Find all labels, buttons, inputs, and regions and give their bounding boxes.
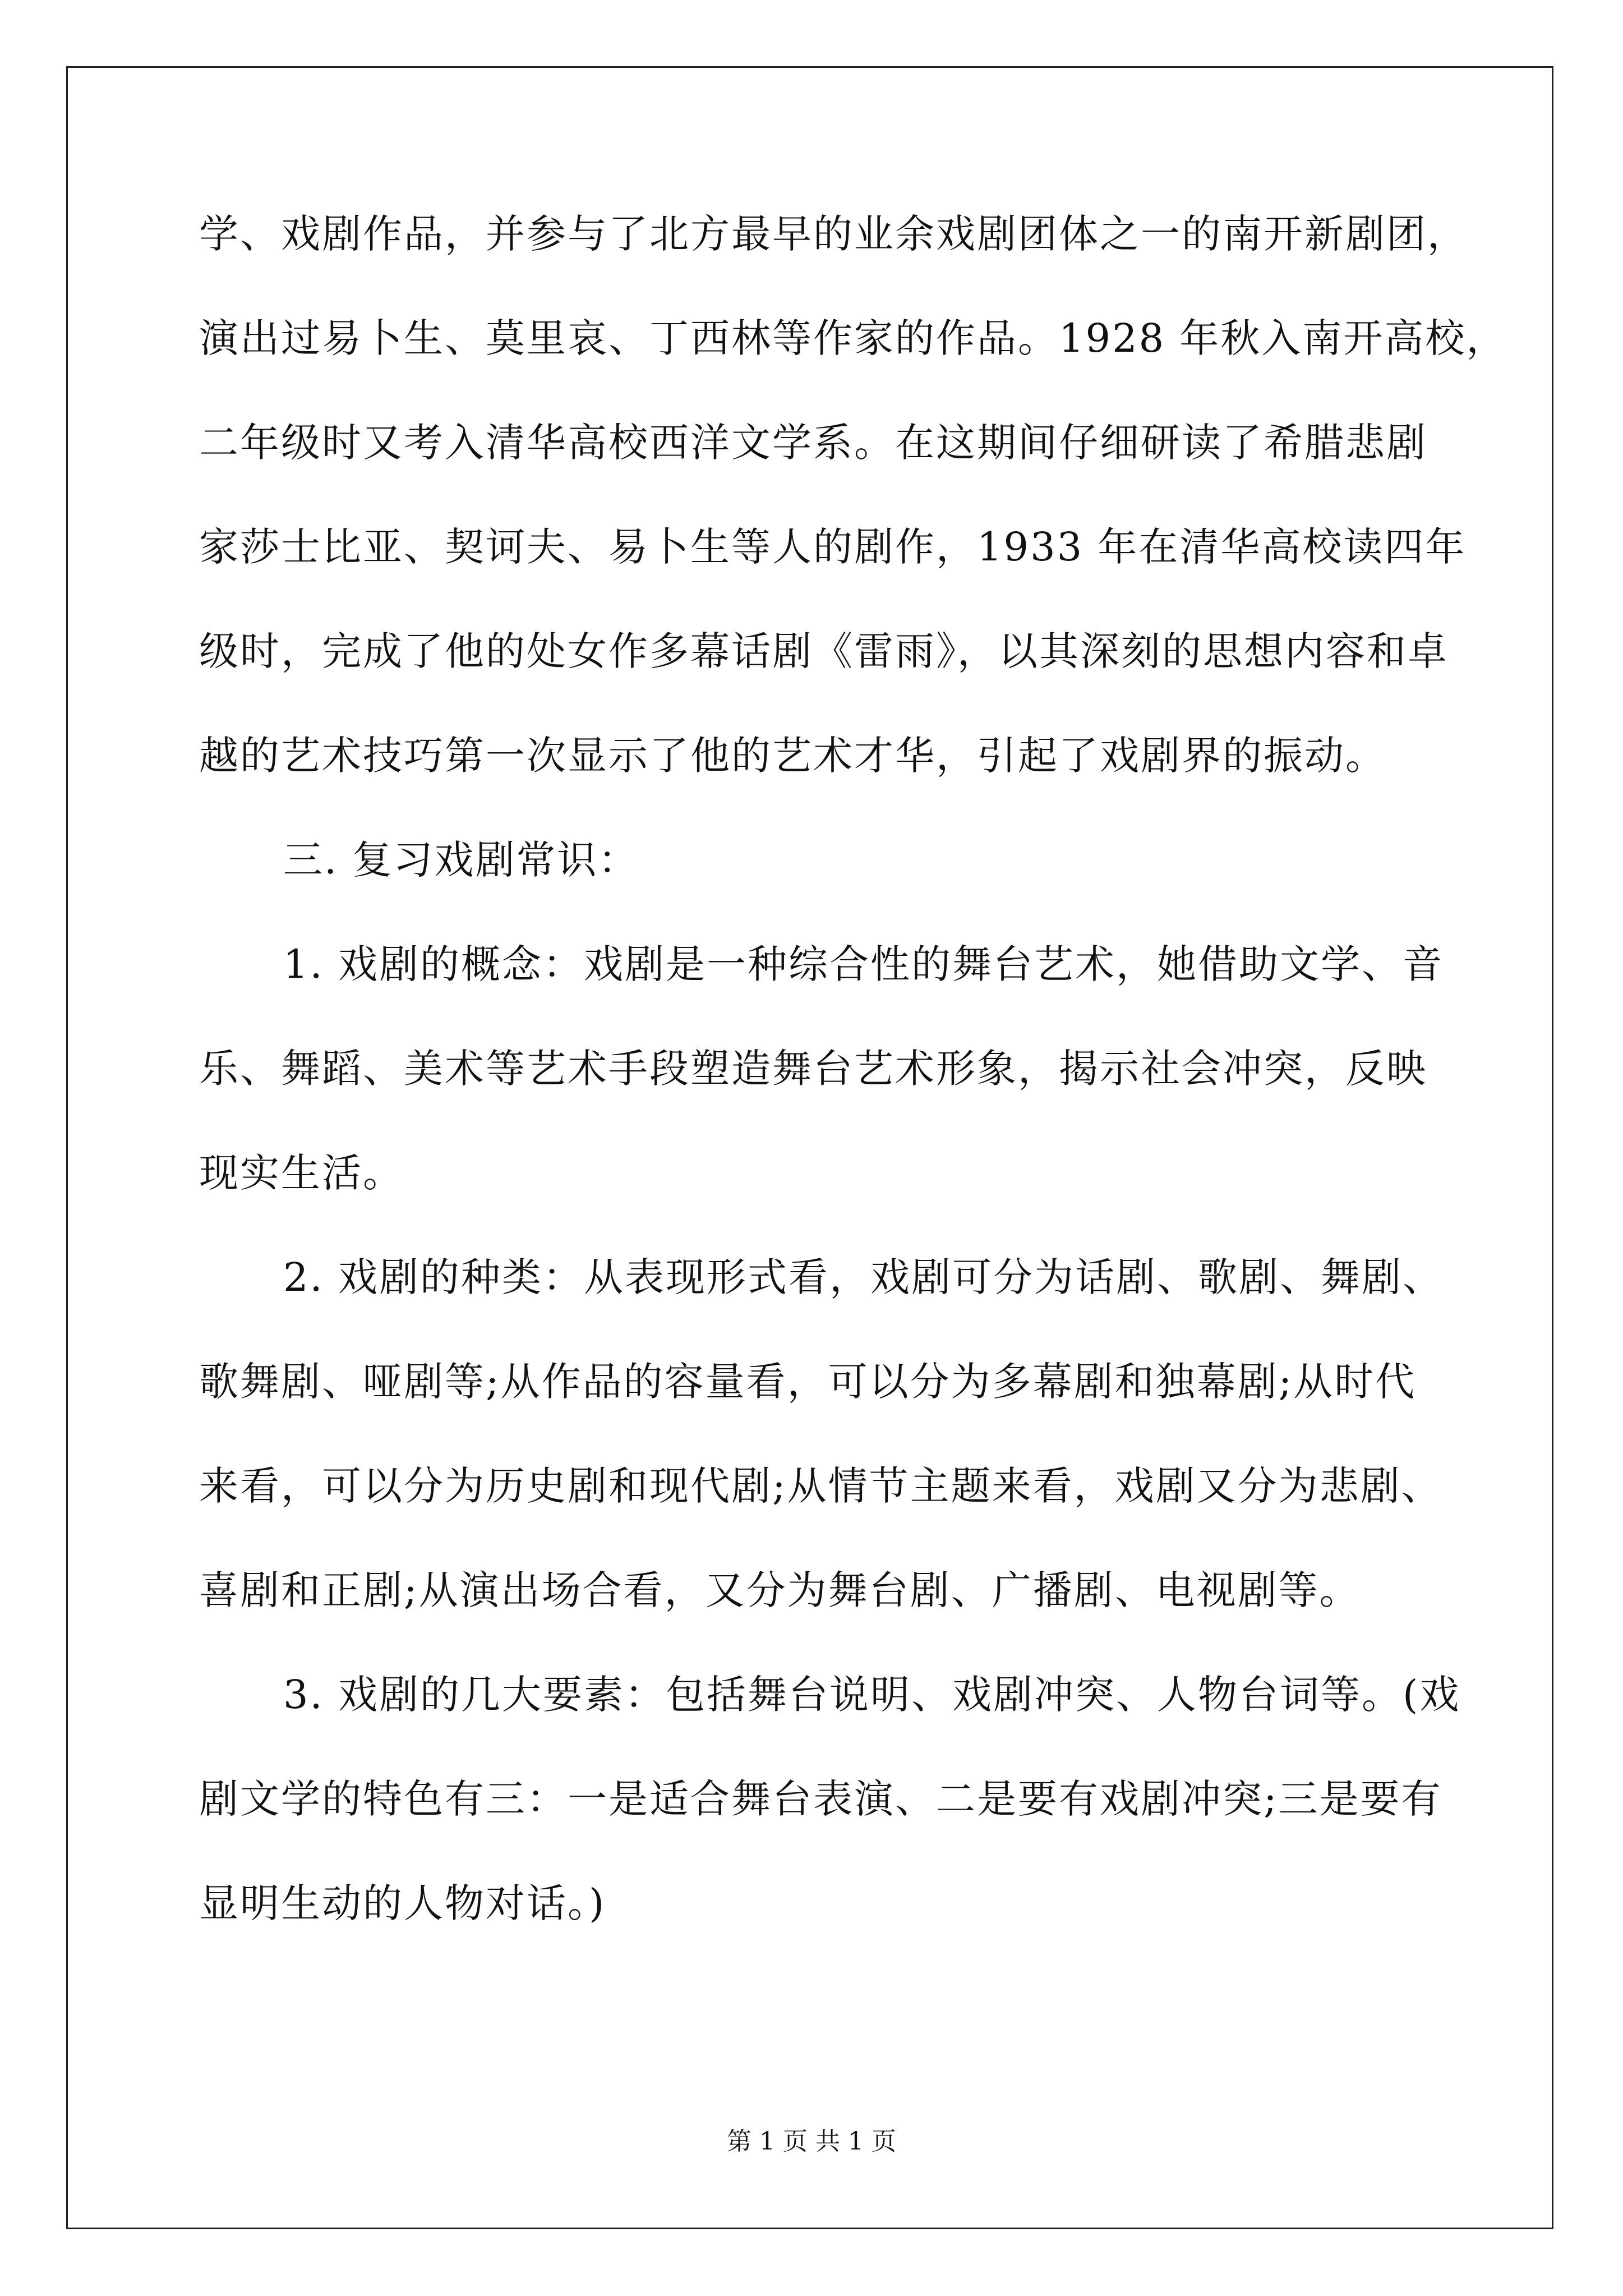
text-line: 二年级时又考入清华高校西洋文学系。在这期间仔细研读了希腊悲剧 (199, 420, 1427, 466)
text-line: 家莎士比亚、契诃夫、易卜生等人的剧作，1933 年在清华高校读四年 (199, 524, 1467, 570)
text-line: 乐、舞蹈、美术等艺术手段塑造舞台艺术形象，揭示社会冲突，反映 (199, 1046, 1427, 1092)
text-line: 越的艺术技巧第一次显示了他的艺术才华，引起了戏剧界的振动。 (199, 733, 1386, 779)
text-line: 显明生动的人物对话。) (199, 1880, 606, 1926)
text-line: 剧文学的特色有三：一是适合舞台表演、二是要有戏剧冲突;三是要有 (199, 1776, 1442, 1822)
text-line: 学、戏剧作品，并参与了北方最早的业余戏剧团体之一的南开新剧团， (199, 211, 1468, 257)
text-line: 现实生活。 (199, 1150, 404, 1196)
text-line: 2. 戏剧的种类：从表现形式看，戏剧可分为话剧、歌剧、舞剧、 (283, 1254, 1444, 1300)
page-number-footer: 第 1 页 共 1 页 (727, 2127, 896, 2156)
section-heading: 三. 复习戏剧常识： (283, 837, 639, 883)
text-line: 3. 戏剧的几大要素：包括舞台说明、戏剧冲突、人物台词等。(戏 (283, 1672, 1461, 1718)
text-line: 来看，可以分为历史剧和现代剧;从情节主题来看，戏剧又分为悲剧、 (199, 1463, 1442, 1509)
text-line: 级时，完成了他的处女作多幕话剧《雷雨》，以其深刻的思想内容和卓 (199, 628, 1449, 674)
text-line: 喜剧和正剧;从演出场合看，又分为舞台剧、广播剧、电视剧等。 (199, 1567, 1361, 1613)
text-line: 1. 戏剧的概念：戏剧是一种综合性的舞台艺术，她借助文学、音 (283, 941, 1444, 987)
text-line: 演出过易卜生、莫里哀、丁西林等作家的作品。1928 年秋入南开高校， (199, 315, 1507, 361)
text-line: 歌舞剧、哑剧等;从作品的容量看，可以分为多幕剧和独幕剧;从时代 (199, 1359, 1417, 1405)
